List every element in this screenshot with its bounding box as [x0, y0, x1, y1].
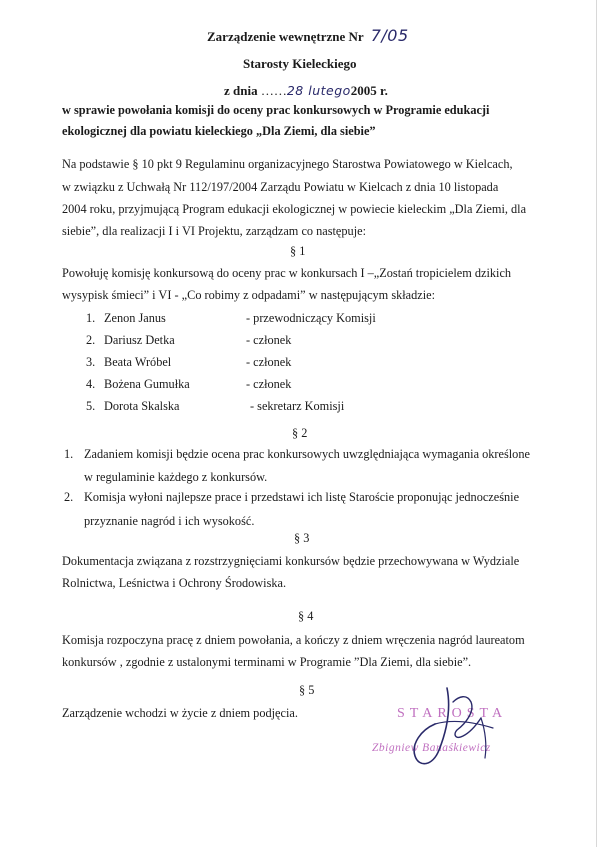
member-role: - przewodniczący Komisji — [246, 311, 376, 325]
member-role: - członek — [246, 355, 292, 369]
member-number: 3. — [86, 355, 96, 369]
section-3-heading: § 3 — [294, 531, 310, 545]
member-name: Dariusz Detka — [104, 333, 175, 347]
member-name: Bożena Gumułka — [104, 377, 190, 391]
section-2-item-2-line-1: Komisja wyłoni najlepsze prace i przedstawi ich listę Staroście proponując jednocześnie — [84, 490, 520, 504]
member-name: Beata Wróbel — [104, 355, 172, 369]
date-handwritten: 28 lutego — [286, 83, 351, 98]
preamble-line-4: siebie”, dla realizacji I i VI Projektu, zarządzam co następuje: — [62, 224, 366, 238]
scan-edge-line — [596, 0, 597, 847]
section-2-heading: § 2 — [292, 426, 308, 440]
date-prefix: z dnia — [224, 83, 258, 98]
date-suffix: 2005 r. — [350, 83, 388, 98]
section-1-line-1: Powołuję komisję konkursową do oceny prac w konkursach I –„Zostań tropicielem dzikich — [62, 266, 512, 280]
member-role: - członek — [246, 377, 292, 391]
official-stamp-name: Zbigniew Banaśkiewicz — [372, 742, 491, 754]
subject-line-2: ekologicznej dla powiatu kieleckiego „Dla Ziemi, dla siebie” — [62, 124, 376, 138]
section-1-line-2: wysypisk śmieci” i VI - „Co robimy z odpadami” w następującym składzie: — [62, 288, 436, 302]
member-role: - członek — [246, 333, 292, 347]
member-name: Zenon Janus — [104, 311, 166, 325]
document-date: z dnia ……28 lutego2005 r. — [224, 83, 388, 98]
member-number: 4. — [86, 377, 96, 391]
section-4-line-2: konkursów , zgodnie z ustalonymi terminami w Programie ”Dla Ziemi, dla siebie”. — [62, 655, 472, 669]
member-number: 5. — [86, 399, 96, 413]
section-2-item-1-number: 1. — [64, 447, 74, 461]
section-4-heading: § 4 — [298, 609, 314, 623]
section-3-line-2: Rolnictwa, Leśnictwa i Ochrony Środowiska. — [62, 576, 287, 590]
section-5-line-1: Zarządzenie wchodzi w życie z dniem podjęcia. — [62, 706, 298, 720]
subject-line-1: w sprawie powołania komisji do oceny prac konkursowych w Programie edukacji — [62, 103, 490, 117]
preamble-line-3: 2004 roku, przyjmującą Program edukacji ekologicznej w powiecie kieleckim „Dla Ziemi, dla — [62, 202, 527, 216]
section-3-line-1: Dokumentacja związana z rozstrzygnięciami konkursów będzie przechowywana w Wydziale — [62, 554, 520, 568]
member-role: - sekretarz Komisji — [250, 399, 345, 413]
member-number: 1. — [86, 311, 96, 325]
official-stamp-title: STAROSTA — [397, 706, 508, 721]
section-1-heading: § 1 — [290, 244, 306, 258]
section-2-item-2-number: 2. — [64, 490, 74, 504]
document-title — [207, 26, 409, 45]
document-authority: Starosty Kieleckiego — [243, 56, 357, 71]
section-2-item-1-line-2: w regulaminie każdego z konkursów. — [84, 470, 268, 484]
title-prefix: Zarządzenie wewnętrzne Nr — [207, 29, 364, 44]
section-5-heading: § 5 — [299, 683, 315, 697]
section-4-line-1: Komisja rozpoczyna pracę z dniem powołania, a kończy z dniem wręczenia nagród laureatom — [62, 633, 525, 647]
member-number: 2. — [86, 333, 96, 347]
section-2-item-2-line-2: przyznanie nagród i ich wysokość. — [84, 514, 255, 528]
title-number-handwritten: 7/05 — [370, 26, 409, 45]
handwritten-signature — [395, 668, 515, 778]
preamble-line-2: w związku z Uchwałą Nr 112/197/2004 Zarządu Powiatu w Kielcach z dnia 10 listopada — [62, 180, 499, 194]
member-name: Dorota Skalska — [104, 399, 180, 413]
section-2-item-1-line-1: Zadaniem komisji będzie ocena prac konkursowych uwzględniająca wymagania określone — [84, 447, 530, 461]
preamble-line-1: Na podstawie § 10 pkt 9 Regulaminu organizacyjnego Starostwa Powiatowego w Kielcach, — [62, 157, 513, 171]
